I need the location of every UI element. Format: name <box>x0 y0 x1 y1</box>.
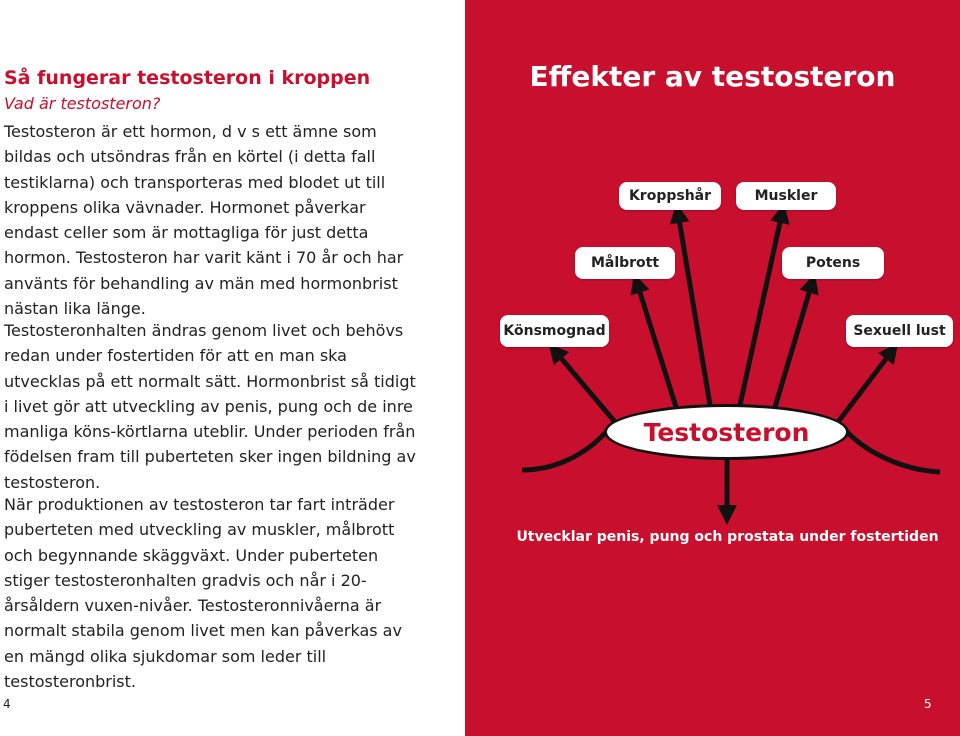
arrow-konsmognad <box>555 351 615 422</box>
subtitle: Vad är testosteron? <box>4 94 161 113</box>
effect-kroppshar: Kroppshår <box>619 182 721 210</box>
arrow-kroppshar <box>678 213 710 405</box>
paragraph-3: När produktionen av testosteron tar fart inträder puberteten med utveckling av muskler, målbrott och begynnande skäggväxt. Under puberteten stiger testosteronhalten gradvis och når i 20-årsåldern vuxen-nivåer. Testosteronnivåerna är normalt stabila genom livet men kan påverkas av en mängd olika sjukdomar som leder till testosteronbrist. <box>4 495 402 692</box>
effect-malbrott: Målbrott <box>575 247 675 279</box>
effect-muskler: Muskler <box>736 182 836 210</box>
page-number-right: 5 <box>924 697 932 711</box>
effect-konsmognad: Könsmognad <box>500 315 609 347</box>
page-number-left: 4 <box>3 697 11 711</box>
arrow-sexuell-lust <box>838 351 892 422</box>
center-node <box>604 404 849 460</box>
paragraph-2: Testosteronhalten ändras genom livet och behövs redan under fostertiden för att en man ska utvecklas på ett normalt sätt. Hormonbrist så tidigt i livet gör att utveckling av penis, pung och de inre manliga köns-körtlarna uteblir. Under perioden från födelsen fram till puberteten sker ingen bildning av testosteron. <box>4 321 416 492</box>
effect-potens: Potens <box>782 247 884 279</box>
center-label: Testosteron <box>643 417 810 447</box>
page-title: Så fungerar testosteron i kroppen <box>4 67 371 89</box>
paragraph-1: Testosteron är ett hormon, d v s ett ämne som bildas och utsöndras från en körtel (i detta fall testiklarna) och transporteras med blodet ut till kroppens olika vävnader. Hormonet påverkar endast celler som är mottagliga för just detta hormon. Testosteron har varit känt i 70 år och har använts för behandling av män med hormonbrist nästan lika länge. <box>4 122 404 319</box>
arrow-potens <box>775 283 812 407</box>
arrow-malbrott <box>637 283 676 407</box>
diagram-title: Effekter av testosteron <box>529 60 896 93</box>
arrow-muskler <box>740 213 782 405</box>
bottom-note: Utvecklar penis, pung och prostata under fostertiden <box>516 529 939 545</box>
effect-sexuell-lust: Sexuell lust <box>846 315 953 347</box>
